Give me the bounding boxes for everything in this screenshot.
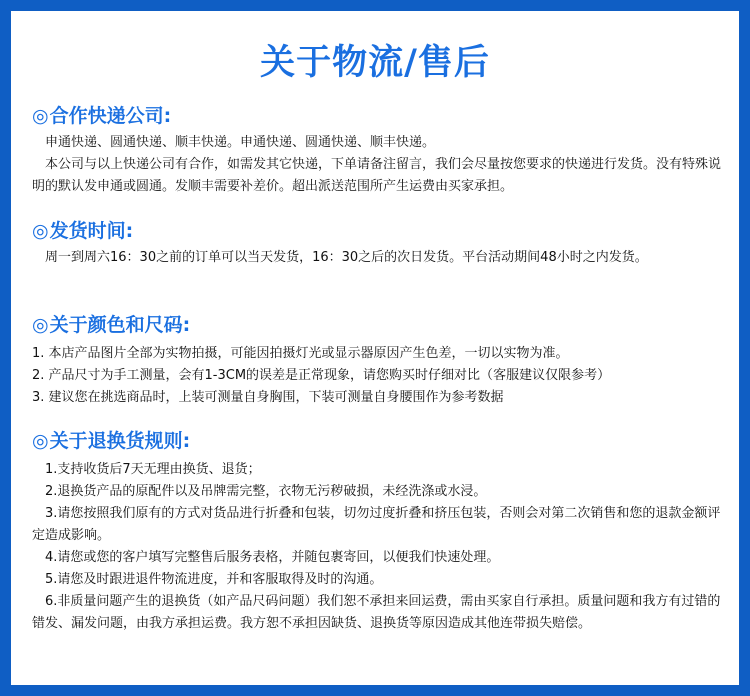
section-heading-text: 关于退换货规则:	[49, 430, 191, 452]
section-heading	[32, 313, 732, 337]
section-body	[32, 247, 732, 269]
section-heading	[32, 104, 732, 128]
list-item: 1. 本店产品图片全部为实物拍摄，可能因拍摄灯光或显示器原因产生色差，一切以实物为准。	[32, 346, 569, 361]
paragraph: 本公司与以上快递公司有合作，如需发其它快递，下单请备注留言，我们会尽量按您要求的快递进行发货。没有特殊说明的默认发申通或圆通。发顺丰需要补差价。超出派送范围所产生运费由买家承担。	[32, 157, 722, 194]
circle-marker-icon: ◎	[32, 220, 49, 242]
paragraph: 申通快递、圆通快递、顺丰快递。申通快递、圆通快递、顺丰快递。	[45, 135, 436, 150]
circle-marker-icon: ◎	[32, 314, 49, 336]
list-item: 4.请您或您的客户填写完整售后服务表格，并随包裹寄回，以便我们快速处理。	[45, 550, 500, 565]
list-item: 2. 产品尺寸为手工测量，会有1-3CM的误差是正常现象，请您购买时仔细对比（客服建议仅限参考）	[32, 368, 611, 383]
section-returns	[32, 429, 732, 635]
list-item: 1.支持收货后7天无理由换货、退货；	[45, 462, 261, 477]
list-item: 3. 建议您在挑选商品时，上装可测量自身胸围，下装可测量自身腰围作为参考数据	[32, 390, 504, 405]
section-color-size	[32, 313, 732, 409]
section-heading-text: 发货时间:	[49, 220, 134, 242]
circle-marker-icon: ◎	[32, 105, 49, 127]
list-item: 3.请您按照我们原有的方式对货品进行折叠和包装，切勿过度折叠和挤压包装，否则会对第二次销售和您的退款金额评定造成影响。	[32, 506, 721, 543]
section-body	[32, 132, 732, 198]
list-item: 2.退换货产品的原配件以及吊牌需完整，衣物无污秽破损，未经洗涤或水浸。	[45, 484, 487, 499]
section-heading-text: 关于颜色和尺码:	[49, 314, 191, 336]
section-courier	[32, 104, 732, 198]
section-body	[32, 343, 732, 409]
section-heading	[32, 219, 732, 243]
circle-marker-icon: ◎	[32, 430, 49, 452]
section-heading-text: 合作快递公司:	[49, 105, 172, 127]
list-item: 5.请您及时跟进退件物流进度，并和客服取得及时的沟通。	[45, 572, 383, 587]
paragraph: 周一到周六16：30之前的订单可以当天发货，16：30之后的次日发货。平台活动期间48小时之内发货。	[45, 250, 648, 265]
content-panel	[11, 11, 739, 685]
section-body	[32, 459, 732, 635]
section-heading	[32, 429, 732, 453]
list-item: 6.非质量问题产生的退换货（如产品尺码问题）我们恕不承担来回运费，需由买家自行承担。质量问题和我方有过错的错发、漏发问题，由我方承担运费。我方恕不承担因缺货、退换货等原因造成其他连带损失赔偿。	[32, 594, 721, 631]
page-title: 关于物流/售后	[260, 43, 490, 83]
section-shipping	[32, 219, 732, 269]
